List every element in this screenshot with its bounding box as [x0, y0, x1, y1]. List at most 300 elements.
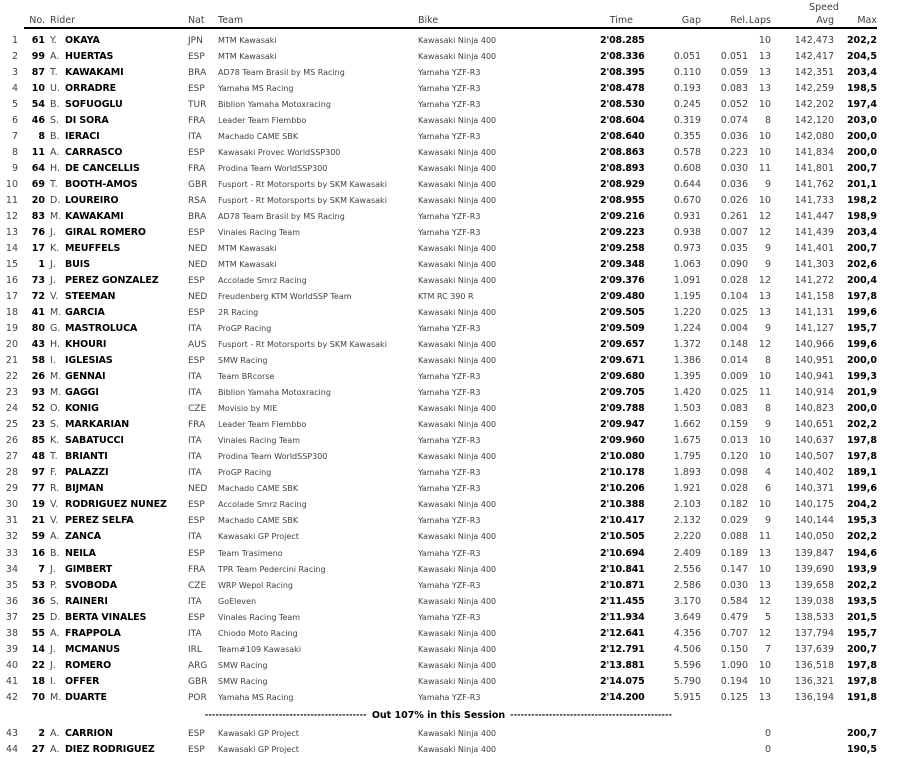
- team-name: Leader Team Flembbo: [218, 116, 307, 126]
- position: 37: [5, 611, 18, 623]
- table-row: [0, 65, 877, 81]
- rider-initial: I.: [50, 675, 56, 687]
- team-name: Accolade Smrz Racing: [218, 276, 307, 286]
- laps-count: 0: [764, 743, 771, 755]
- rider-nationality: BRA: [188, 212, 207, 223]
- table-row: [0, 578, 877, 594]
- bike-name: Kawasaki Ninja 400: [418, 660, 497, 670]
- bike-name: Kawasaki Ninja 400: [418, 532, 497, 542]
- rider-initial: T.: [50, 179, 58, 191]
- position: 33: [5, 547, 18, 559]
- rider-surname: OFFER: [65, 675, 100, 687]
- laps-count: 13: [758, 83, 771, 95]
- position: 20: [5, 339, 18, 351]
- gap-to-leader: 0.608: [673, 163, 701, 175]
- position: 44: [5, 743, 18, 755]
- position-column-header: [0, 13, 24, 28]
- team-name: Fusport - Rt Motorsports by SKM Kawasaki: [218, 196, 387, 206]
- table-row: [0, 28, 877, 49]
- gap-to-leader: 1.662: [673, 419, 701, 431]
- rider-initial: I.: [50, 355, 56, 367]
- bike-name: Yamaha YZF-R3: [418, 324, 481, 334]
- gap-to-previous: 0.120: [720, 451, 748, 463]
- rider-initial: K.: [50, 243, 60, 255]
- gap-to-leader: 2.586: [673, 579, 701, 591]
- rider-number: 85: [31, 435, 45, 447]
- gap-column-header: Gap: [645, 13, 701, 28]
- rider-nationality: ESP: [188, 500, 205, 511]
- laps-count: 13: [758, 307, 771, 319]
- table-row: [0, 465, 877, 481]
- gap-to-leader: 0.355: [673, 131, 701, 143]
- gap-to-previous: 0.035: [720, 243, 748, 255]
- gap-to-previous: 0.026: [720, 195, 748, 207]
- gap-to-leader: 1.372: [673, 339, 701, 351]
- rider-nationality: ITA: [188, 596, 202, 607]
- rider-surname: DE CANCELLIS: [65, 163, 140, 175]
- position: 9: [11, 163, 18, 175]
- gap-to-leader: 4.356: [673, 627, 701, 639]
- position: 36: [5, 595, 18, 607]
- team-name: Kawasaki GP Project: [218, 532, 299, 542]
- rider-nationality: NED: [188, 292, 208, 303]
- max-speed-value: 202,2: [846, 35, 877, 46]
- gap-to-previous: 0.159: [720, 419, 748, 431]
- gap-to-previous: 0.148: [720, 339, 748, 351]
- out-107-separator-row: [0, 706, 877, 726]
- rider-nationality: ITA: [188, 324, 202, 335]
- rider-nationality: ESP: [188, 356, 205, 367]
- rider-initial: Y.: [50, 35, 57, 46]
- rider-surname: DIEZ RODRIGUEZ: [65, 743, 155, 755]
- position: 19: [5, 323, 18, 335]
- rider-surname: ZANCA: [65, 531, 102, 543]
- team-name: Vinales Racing Team: [218, 228, 301, 238]
- laps-count: 12: [758, 211, 771, 223]
- rider-surname: MARKARIAN: [65, 419, 130, 431]
- rider-initial: J.: [50, 659, 56, 671]
- gap-to-previous: 0.028: [720, 483, 748, 495]
- gap-to-previous: 0.083: [720, 403, 748, 415]
- rider-number: 58: [31, 355, 45, 367]
- table-row: [0, 161, 877, 177]
- gap-to-leader: 1.795: [673, 451, 701, 463]
- bike-name: Kawasaki Ninja 400: [418, 676, 497, 686]
- team-name: SMW Racing: [218, 660, 268, 670]
- max-speed-value: 199,6: [846, 339, 877, 351]
- laps-count: 12: [758, 627, 771, 639]
- laps-count: 0: [764, 727, 771, 739]
- gap-to-previous: 0.104: [720, 291, 748, 303]
- bike-name: Yamaha YZF-R3: [418, 484, 481, 494]
- rider-number: 11: [31, 147, 45, 159]
- avg-speed-value: 140,637: [794, 435, 834, 447]
- speed-column-group-header: Speed: [809, 2, 839, 13]
- gap-to-leader: 0.644: [673, 179, 701, 191]
- best-lap-time: 2'12.641: [600, 627, 645, 639]
- rider-surname: PALAZZI: [65, 467, 109, 479]
- table-row: [0, 610, 877, 626]
- max-speed-value: 200,0: [846, 147, 877, 159]
- position: 21: [5, 355, 18, 367]
- position: 26: [5, 435, 18, 447]
- avg-speed-value: 141,272: [794, 275, 834, 287]
- laps-count: 9: [764, 243, 771, 255]
- table-row: [0, 481, 877, 497]
- rider-initial: A.: [50, 147, 60, 159]
- laps-count: 12: [758, 275, 771, 287]
- bike-name: Yamaha YZF-R3: [418, 692, 481, 702]
- rider-surname: IERACI: [65, 131, 100, 143]
- bike-name: Kawasaki Ninja 400: [418, 744, 497, 754]
- avg-speed-value: 142,473: [794, 35, 834, 46]
- laps-count: 5: [764, 611, 771, 623]
- bike-name: Yamaha YZF-R3: [418, 84, 481, 94]
- avg-speed-value: 140,507: [794, 451, 834, 463]
- gap-to-previous: 0.074: [720, 115, 748, 127]
- rider-nationality: ESP: [188, 276, 205, 287]
- gap-to-leader: 1.224: [673, 323, 701, 335]
- best-lap-time: 2'09.705: [600, 387, 645, 399]
- table-header: [0, 2, 877, 28]
- max-speed-value: 200,4: [846, 275, 877, 287]
- gap-to-leader: 0.578: [673, 147, 701, 159]
- position: 6: [11, 115, 18, 127]
- best-lap-time: 2'14.200: [600, 691, 645, 703]
- laps-count: 10: [758, 499, 771, 511]
- avg-speed-value: 140,050: [794, 531, 834, 543]
- laps-count: 10: [758, 371, 771, 383]
- laps-count: 8: [764, 355, 771, 367]
- best-lap-time: 2'11.934: [600, 611, 645, 623]
- gap-to-leader: 2.132: [673, 515, 701, 527]
- best-lap-time: 2'11.455: [600, 595, 645, 607]
- team-name: ProGP Racing: [218, 468, 272, 478]
- avg-speed-value: 141,801: [794, 163, 834, 175]
- rider-number: 87: [31, 67, 45, 79]
- gap-to-previous: 0.007: [720, 227, 748, 239]
- laps-count: 10: [758, 35, 771, 46]
- avg-speed-value: 141,303: [794, 259, 834, 271]
- table-row: [0, 385, 877, 401]
- best-lap-time: 2'08.955: [600, 195, 645, 207]
- time-column-header: Time: [600, 13, 645, 28]
- best-lap-time: 2'09.216: [600, 211, 645, 223]
- rider-nationality: TUR: [188, 100, 207, 111]
- avg-speed-value: 141,762: [794, 179, 834, 191]
- rider-nationality: ESP: [188, 84, 205, 95]
- laps-count: 10: [758, 563, 771, 575]
- rider-initial: S.: [50, 595, 60, 607]
- rider-nationality: ESP: [188, 52, 205, 63]
- bike-name: Kawasaki Ninja 400: [418, 340, 497, 350]
- laps-count: 9: [764, 515, 771, 527]
- gap-to-previous: 0.025: [720, 307, 748, 319]
- table-row: [0, 81, 877, 97]
- team-name: Vinales Racing Team: [218, 612, 301, 622]
- max-speed-value: 197,8: [846, 659, 877, 671]
- rider-nationality: ITA: [188, 532, 202, 543]
- laps-count: 11: [758, 163, 771, 175]
- speed-header-spacer: [0, 2, 771, 13]
- rider-number: 7: [38, 563, 45, 575]
- best-lap-time: 2'10.388: [600, 499, 645, 511]
- gap-to-leader: 1.195: [673, 291, 701, 303]
- gap-to-leader: 2.220: [673, 531, 701, 543]
- rider-nationality: NED: [188, 484, 208, 495]
- gap-to-leader: 1.091: [673, 275, 701, 287]
- gap-to-leader: 0.973: [673, 243, 701, 255]
- max-speed-value: 202,6: [846, 259, 877, 271]
- results-table: [0, 2, 877, 758]
- rider-number: 80: [31, 323, 45, 335]
- position: 30: [5, 499, 18, 511]
- max-speed-value: 197,8: [846, 451, 877, 463]
- avg-speed-value: 140,651: [794, 419, 834, 431]
- bike-name: Kawasaki Ninja 400: [418, 276, 497, 286]
- max-speed-value: 197,8: [846, 435, 877, 447]
- gap-to-previous: 0.090: [720, 259, 748, 271]
- rider-surname: KAWAKAMI: [65, 211, 124, 223]
- max-speed-value: 204,2: [846, 499, 877, 511]
- best-lap-time: 2'09.258: [600, 243, 645, 255]
- laps-count: 9: [764, 323, 771, 335]
- team-name: Team BRcorse: [218, 372, 275, 382]
- rider-initial: A.: [50, 627, 60, 639]
- bike-column-header: Bike: [416, 13, 600, 28]
- bike-name: KTM RC 390 R: [418, 292, 474, 302]
- best-lap-time: 2'09.947: [600, 419, 645, 431]
- rider-surname: BRIANTI: [65, 451, 108, 463]
- gap-to-leader: 1.503: [673, 403, 701, 415]
- position: 1: [11, 34, 18, 46]
- rider-surname: GENNAI: [65, 371, 106, 383]
- position: 41: [5, 675, 18, 687]
- laps-count: 13: [758, 547, 771, 559]
- rider-surname: ROMERO: [65, 659, 112, 671]
- best-lap-time: 2'08.530: [600, 99, 645, 111]
- laps-column-header: Laps: [748, 15, 771, 26]
- best-lap-time: 2'08.336: [600, 51, 645, 63]
- position: 2: [11, 51, 18, 63]
- relative-gap-column-header: Rel.: [701, 13, 748, 28]
- rider-nationality: ITA: [188, 452, 202, 463]
- bike-name: Yamaha YZF-R3: [418, 68, 481, 78]
- rider-initial: M.: [50, 691, 62, 703]
- team-name: MTM Kawasaki: [218, 260, 277, 270]
- gap-to-leader: 0.319: [673, 115, 701, 127]
- gap-to-leader: 0.670: [673, 195, 701, 207]
- avg-speed-value: 141,131: [794, 307, 834, 319]
- rider-number: 20: [31, 195, 45, 207]
- gap-to-leader: 4.506: [673, 643, 701, 655]
- table-row: [0, 145, 877, 161]
- rider-column-header: Rider: [47, 13, 186, 28]
- max-speed-value: 201,9: [846, 387, 877, 399]
- team-name: Machado CAME SBK: [218, 484, 299, 494]
- best-lap-time: 2'09.480: [600, 291, 645, 303]
- rider-surname: LOUREIRO: [65, 195, 119, 207]
- gap-to-leader: 3.170: [673, 595, 701, 607]
- rider-nationality: ESP: [188, 148, 205, 159]
- avg-speed-value: 137,794: [794, 627, 834, 639]
- bike-name: Kawasaki Ninja 400: [418, 404, 497, 414]
- best-lap-time: 2'08.893: [600, 163, 645, 175]
- bike-name: Yamaha YZF-R3: [418, 580, 481, 590]
- rider-surname: PEREZ SELFA: [65, 515, 134, 527]
- laps-count: 10: [758, 435, 771, 447]
- position: 3: [11, 67, 18, 79]
- rider-surname: GIMBERT: [65, 563, 113, 575]
- rider-number: 14: [31, 643, 45, 655]
- max-speed-value: 203,4: [846, 67, 877, 79]
- max-speed-value: 203,4: [846, 227, 877, 239]
- position: 12: [5, 211, 18, 223]
- rider-nationality: FRA: [188, 164, 206, 175]
- rider-number: 70: [31, 691, 45, 703]
- rider-number: 59: [31, 531, 45, 543]
- table-row: [0, 726, 877, 742]
- bike-name: Kawasaki Ninja 400: [418, 308, 497, 318]
- rider-nationality: ITA: [188, 468, 202, 479]
- max-speed-value: 199,3: [846, 371, 877, 383]
- best-lap-time: 2'12.791: [600, 643, 645, 655]
- gap-to-leader: 1.675: [673, 435, 701, 447]
- number-column-header: No.: [24, 13, 47, 28]
- avg-speed-value: 136,518: [794, 659, 834, 671]
- rider-surname: DI SORA: [65, 115, 109, 127]
- position: 8: [11, 147, 18, 159]
- best-lap-time: 2'08.640: [600, 131, 645, 143]
- rider-surname: BIJMAN: [65, 483, 104, 495]
- best-lap-time: 2'08.863: [600, 147, 645, 159]
- rider-nationality: ESP: [188, 228, 205, 239]
- table-row: [0, 97, 877, 113]
- rider-surname: OKAYA: [65, 35, 100, 46]
- position: 38: [5, 627, 18, 639]
- bike-name: Kawasaki Ninja 400: [418, 164, 497, 174]
- position: 43: [5, 727, 18, 739]
- rider-nationality: IRL: [188, 644, 202, 655]
- rider-number: 36: [31, 595, 45, 607]
- rider-surname: KONIG: [65, 403, 99, 415]
- rider-number: 21: [31, 515, 45, 527]
- rider-surname: CARRASCO: [65, 147, 123, 159]
- rider-nationality: ESP: [188, 516, 205, 527]
- gap-to-previous: 0.051: [720, 51, 748, 63]
- laps-count: 13: [758, 691, 771, 703]
- avg-speed-value: 140,144: [794, 515, 834, 527]
- table-row: [0, 401, 877, 417]
- rider-number: 43: [31, 339, 45, 351]
- rider-number: 23: [31, 419, 45, 431]
- rider-surname: MEUFFELS: [65, 243, 121, 255]
- team-name: Movisio by MIE: [218, 404, 278, 414]
- table-row: [0, 113, 877, 129]
- team-column-header: Team: [216, 13, 416, 28]
- team-name: AD78 Team Brasil by MS Racing: [218, 212, 345, 222]
- rider-initial: H.: [50, 339, 60, 351]
- table-row: [0, 594, 877, 610]
- gap-to-previous: 0.088: [720, 531, 748, 543]
- rider-surname: SOFUOGLU: [65, 99, 123, 111]
- avg-speed-column-header: Avg: [771, 13, 834, 28]
- rider-surname: KHOURI: [65, 339, 107, 351]
- gap-to-previous: [701, 28, 748, 49]
- position: 16: [5, 275, 18, 287]
- position: 7: [11, 131, 18, 143]
- gap-to-leader: 0.245: [673, 99, 701, 111]
- rider-nationality: ARG: [188, 660, 208, 671]
- rider-number: 17: [31, 243, 45, 255]
- laps-count: 8: [764, 115, 771, 127]
- table-row: [0, 546, 877, 562]
- table-row: [0, 129, 877, 145]
- max-speed-value: 199,6: [846, 483, 877, 495]
- best-lap-time: 2'09.509: [600, 323, 645, 335]
- rider-nationality: ESP: [188, 612, 205, 623]
- best-lap-time: 2'10.841: [600, 563, 645, 575]
- team-name: Leader Team Flembbo: [218, 420, 307, 430]
- laps-count: 10: [758, 675, 771, 687]
- position: 35: [5, 579, 18, 591]
- table-row: [0, 449, 877, 465]
- rider-number: 83: [31, 211, 45, 223]
- rider-surname: GAGGI: [65, 387, 99, 399]
- rider-initial: K.: [50, 435, 60, 447]
- laps-count: 6: [764, 483, 771, 495]
- rider-number: 93: [31, 387, 45, 399]
- position: 23: [5, 387, 18, 399]
- position: 4: [11, 83, 18, 95]
- rider-surname: SVOBODA: [65, 579, 117, 591]
- max-speed-value: 190,5: [846, 743, 877, 755]
- rider-surname: RODRIGUEZ NUNEZ: [65, 499, 167, 511]
- max-speed-value: 191,8: [846, 691, 877, 703]
- laps-count: 13: [758, 51, 771, 63]
- gap-to-leader: 1.220: [673, 307, 701, 319]
- table-row: [0, 369, 877, 385]
- team-name: Team#109 Kawasaki: [218, 644, 302, 654]
- rider-initial: B.: [50, 99, 60, 111]
- laps-count: 11: [758, 387, 771, 399]
- gap-to-previous: 0.194: [720, 675, 748, 687]
- team-name: MTM Kawasaki: [218, 244, 277, 254]
- avg-speed-value: 141,439: [794, 227, 834, 239]
- bike-name: Yamaha YZF-R3: [418, 372, 481, 382]
- rider-surname: GARCIA: [65, 307, 105, 319]
- position: 25: [5, 419, 18, 431]
- team-name: SMW Racing: [218, 676, 268, 686]
- gap-to-leader: 0.193: [673, 83, 701, 95]
- position: 31: [5, 515, 18, 527]
- avg-speed-value: 141,401: [794, 243, 834, 255]
- rider-initial: V.: [50, 499, 59, 511]
- gap-to-leader: 2.103: [673, 499, 701, 511]
- separator-dashes-left: ----------------------------------------------: [204, 709, 367, 719]
- best-lap-time: 2'10.505: [600, 531, 645, 543]
- bike-name: Yamaha YZF-R3: [418, 212, 481, 222]
- max-speed-value: 189,1: [846, 467, 877, 479]
- rider-number: 48: [31, 451, 45, 463]
- bike-name: Kawasaki Ninja 400: [418, 596, 497, 606]
- avg-speed-value: 140,402: [794, 467, 834, 479]
- avg-speed-value: 142,080: [794, 131, 834, 143]
- bike-name: Yamaha YZF-R3: [418, 228, 481, 238]
- max-speed-value: 202,2: [846, 419, 877, 431]
- best-lap-time: 2'08.929: [600, 179, 645, 191]
- bike-name: Kawasaki Ninja 400: [418, 728, 497, 738]
